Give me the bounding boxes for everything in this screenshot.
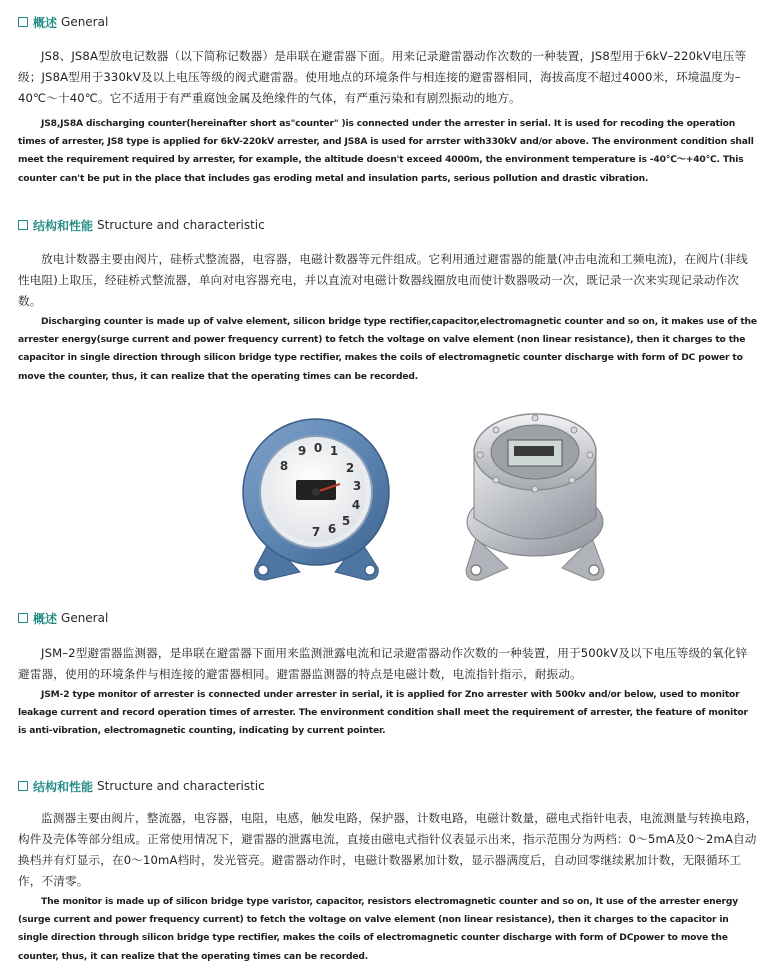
product-photo (230, 410, 620, 595)
dial-digit: 6 (327, 522, 337, 536)
heading-en: Structure and characteristic (97, 218, 265, 232)
paragraph-en: Discharging counter is made up of valve element, silicon bridge type rectifier,capacitor,electromagnetic counter and so on, it makes use of the arrester energy(surge current and power frequency current) to fetch the voltage on valve element (non linear resistance), then it charges to the capacitor in single direction through silicon bridge type rectifier, makes the coils of electromagnetic counter discharge with form of DC power to move the counter, thus, it can realize that the operating times can be recorded. (18, 317, 757, 382)
heading-zh: 概述 (33, 611, 58, 626)
heading-zh: 概述 (33, 15, 58, 30)
paragraph-en: JSM-2 type monitor of arrester is connected under arrester in serial, it is applied for Zno arrester with 500kv and/or below, used to monitor leakage current and record operation times of arrester. The environment condition shall meet the requirement of arrester, the feature of monitor is anti-vibration, electromagnetic counting, indicating by current pointer. (18, 690, 748, 737)
heading-zh: 结构和性能 (33, 218, 94, 233)
dial-digit: 5 (341, 514, 351, 528)
paragraph-en: JS8,JS8A discharging counter(hereinafter short as"counter" )is connected under the arrester in serial. It is used for recoding the operation times of arrester, JS8 type is applied for 6kV-220kV arrester, and JS8A is used for arrster with330kV and/or above. The environment condition shall meet the requirement required by arrester, for example, the altitude doesn't exceed 4000m, the environment temperature is -40℃～+40℃. This counter can't be put in the place that includes gas eroding metal and insulation parts, serious pollution and drastic vibration. (18, 119, 754, 184)
section-structure-2 (18, 777, 758, 966)
section-heading (18, 216, 758, 234)
dial-digit: 4 (351, 498, 361, 512)
heading-zh: 结构和性能 (33, 779, 94, 794)
checkbox-square-icon (18, 220, 28, 230)
checkbox-square-icon (18, 781, 28, 791)
dial-digit: 9 (297, 444, 307, 458)
discharge-counter-image (243, 419, 389, 580)
section-heading (18, 609, 758, 627)
arrester-monitor-image (466, 414, 604, 580)
dial-digit: 2 (345, 461, 355, 475)
section-general-2 (18, 609, 758, 741)
heading-en: General (61, 15, 109, 29)
paragraph-zh: 监测器主要由阀片，整流器，电容器，电阻，电感，触发电路，保护器，计数电路，电磁计数量，磁电式指针电表，电流测量与转换电路，构件及壳体等部分组成。正常使用情况下，避雷器的泄露电流，直接由磁电式指针仪表显示出来，指示范围分为两档：0～5mA及0～2mA自动换档并有灯显示，在0～10mA档时，发光管亮。避雷器动作时，电磁计数器累加计数，显示器满度后，自动回零继续累加计数，无限循环工作，不清零。 (18, 811, 758, 888)
paragraph-zh: JSM–2型避雷器监测器，是串联在避雷器下面用来监测泄露电流和记录避雷器动作次数的一种装置，用于500kV及以下电压等级的氧化锌避雷器，使用的环境条件与相连接的避雷器相同。避雷器监测器的特点是电磁计数，电流指针指示，耐振动。 (18, 646, 748, 681)
dial-digit: 7 (311, 525, 321, 539)
checkbox-square-icon (18, 613, 28, 623)
section-general-1 (18, 13, 758, 188)
product-illustration (230, 410, 620, 595)
paragraph-en: The monitor is made up of silicon bridge type varistor, capacitor, resistors electromagnetic counter and so on, It use of the arrester energy (surge current and power frequency current) to fetch the voltage on valve element (non linear resistance), then it charges to the capacitor in single direction through silicon bridge type rectifier, makes the coils of electromagnetic counter discharge with form of DCpower to move the counter, thus, it can realize that the operating times can be recorded. (18, 897, 739, 962)
heading-en: Structure and characteristic (97, 779, 265, 793)
checkbox-square-icon (18, 17, 28, 27)
heading-en: General (61, 611, 109, 625)
dial-digit: 8 (279, 459, 289, 473)
section-heading (18, 13, 758, 31)
dial-digit: 0 (313, 441, 323, 455)
section-heading (18, 777, 758, 795)
paragraph-zh: 放电计数器主要由阀片，硅桥式整流器，电容器，电磁计数器等元件组成。它利用通过避雷器的能量(冲击电流和工频电流)，在阀片(非线性电阻)上取压，经硅桥式整流器，单向对电容器充电，并以直流对电磁计数器线圈放电而使计数器吸动一次，既记录一次来实现记录动作次数。 (18, 252, 748, 308)
section-structure-1 (18, 216, 758, 386)
dial-digit: 1 (329, 444, 339, 458)
dial-digit: 3 (352, 479, 362, 493)
paragraph-zh: JS8、JS8A型放电记数器（以下简称记数器）是串联在避雷器下面。用来记录避雷器动作次数的一种装置，JS8型用于6kV–220kV电压等级；JS8A型用于330kV及以上电压等级的阀式避雷器。使用地点的环境条件与相连接的避雷器相同，海拔高度不超过4000米，环境温度为–40℃～十40℃。它不适用于有严重腐蚀金属及绝缘件的气体，有严重污染和有剧烈振动的地方。 (18, 49, 747, 105)
